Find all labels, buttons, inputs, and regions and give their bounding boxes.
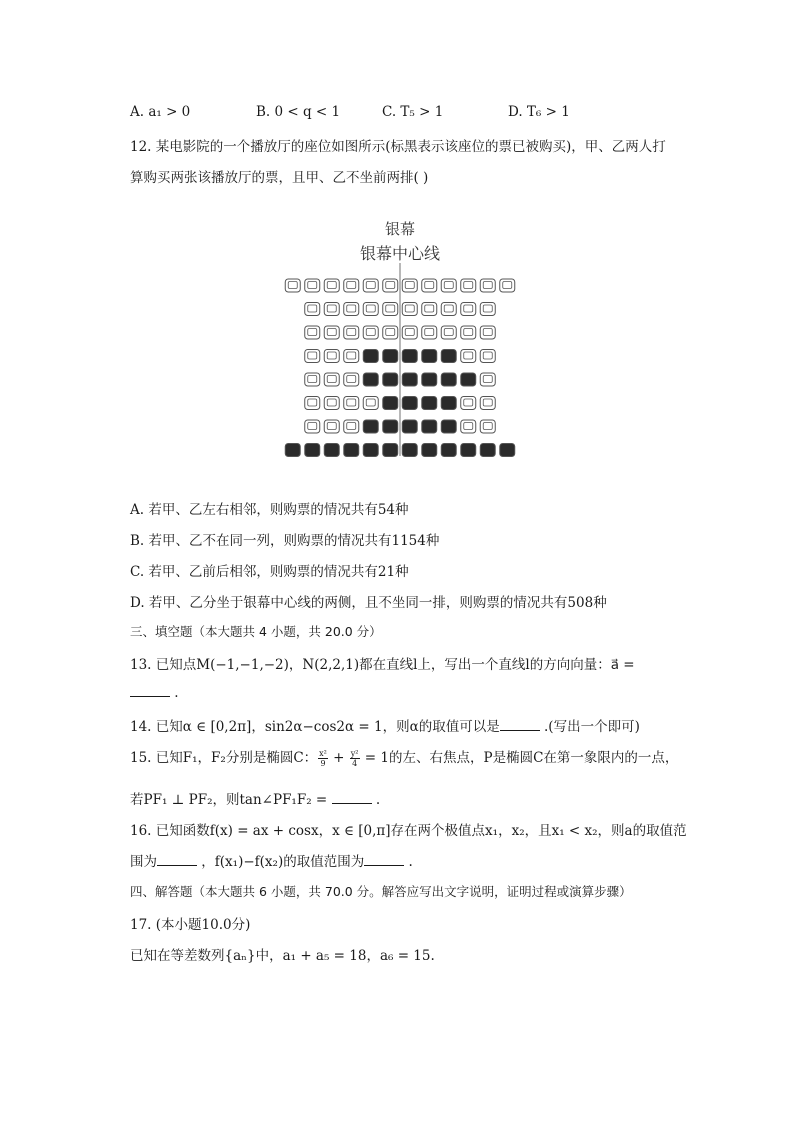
- seat-available: [441, 326, 456, 339]
- seat-available: [324, 303, 339, 316]
- seat-sold: [461, 373, 476, 386]
- q15-frac-y-bot: 4: [352, 759, 358, 768]
- seat-available: [480, 279, 495, 292]
- seat-grid: [250, 215, 550, 460]
- seat-available: [402, 303, 417, 316]
- seat-available: [344, 350, 359, 363]
- q14-line: [130, 715, 640, 735]
- seat-sold: [441, 444, 456, 457]
- seat-available: [324, 373, 339, 386]
- q15-line1: [130, 746, 678, 768]
- seat-sold: [305, 444, 320, 457]
- seat-available: [461, 397, 476, 410]
- q11-option-c: C. T₅ > 1: [382, 104, 444, 120]
- seat-available: [305, 420, 320, 433]
- seat-available: [383, 303, 398, 316]
- seat-available: [383, 326, 398, 339]
- q15-frac-x-bot: 9: [320, 759, 326, 768]
- seat-sold: [383, 444, 398, 457]
- seat-available: [480, 326, 495, 339]
- section-4-heading: 四、解答题（本大题共 6 小题，共 70.0 分。解答应写出文字说明，证明过程或演算步骤）: [130, 884, 632, 899]
- q15-frac-x: [318, 749, 328, 768]
- seat-available: [324, 279, 339, 292]
- q15-blank: [332, 791, 372, 804]
- seat-available: [402, 326, 417, 339]
- q11-option-a: A. a₁ > 0: [130, 104, 191, 120]
- q16-tail: .: [404, 854, 413, 870]
- seat-sold: [422, 350, 437, 363]
- q12-stem-line2: 算购买两张该播放厅的票，且甲、乙不坐前两排( ): [130, 170, 429, 186]
- q13-tail: .: [170, 685, 179, 701]
- seat-available: [285, 279, 300, 292]
- q17-body: 已知在等差数列{aₙ}中，a₁ + a₅ = 18，a₆ = 15.: [130, 948, 435, 964]
- q14-blank: [500, 718, 540, 731]
- seat-sold: [441, 397, 456, 410]
- q15-frac-y: [350, 749, 360, 768]
- seat-available: [422, 303, 437, 316]
- seat-available: [305, 303, 320, 316]
- q11-option-d: D. T₆ > 1: [508, 104, 570, 120]
- q13-answer-line: [130, 684, 179, 701]
- q15-post: = 1的左、右焦点，P是椭圆C在第一象限内的一点，: [360, 750, 679, 766]
- seat-available: [363, 303, 378, 316]
- seat-sold: [344, 444, 359, 457]
- seat-available: [305, 373, 320, 386]
- seat-available: [422, 279, 437, 292]
- seat-sold: [363, 444, 378, 457]
- seat-available: [305, 397, 320, 410]
- screen-label: 银幕: [384, 220, 415, 238]
- seat-available: [344, 397, 359, 410]
- q15-tail: .: [371, 792, 381, 808]
- seat-available: [441, 303, 456, 316]
- seat-sold: [422, 420, 437, 433]
- seat-sold: [480, 444, 495, 457]
- seat-sold: [461, 444, 476, 457]
- seat-available: [480, 373, 495, 386]
- seat-sold: [363, 373, 378, 386]
- seat-sold: [441, 350, 456, 363]
- q16-middle: ，f(x₁)−f(x₂)的取值范围为: [197, 854, 365, 870]
- q15-plus: +: [328, 750, 349, 766]
- q12-option-b: B. 若甲、乙不在同一列，则购票的情况共有1154种: [130, 533, 440, 549]
- seat-available: [441, 279, 456, 292]
- seat-sold: [402, 420, 417, 433]
- seat-available: [480, 420, 495, 433]
- seat-sold: [500, 444, 515, 457]
- q15-condition: 若PF₁ ⊥ PF₂，则tan∠PF₁F₂ =: [130, 792, 332, 808]
- q11-option-b: B. 0 < q < 1: [256, 104, 341, 120]
- seat-sold: [422, 397, 437, 410]
- seat-sold: [441, 420, 456, 433]
- seat-sold: [441, 373, 456, 386]
- seat-sold: [402, 350, 417, 363]
- seat-available: [324, 397, 339, 410]
- seat-available: [461, 303, 476, 316]
- seat-available: [383, 279, 398, 292]
- q15-frac-x-top: x²: [319, 749, 327, 758]
- seat-available: [363, 397, 378, 410]
- seat-available: [480, 303, 495, 316]
- seating-chart-figure: [250, 215, 550, 460]
- q16-line1: 16. 已知函数f(x) = ax + cosx，x ∈ [0,π]存在两个极值点x₁，x₂，且x₁ < x₂，则a的取值范: [130, 823, 687, 839]
- seat-available: [480, 397, 495, 410]
- q13-blank: [130, 684, 170, 697]
- seat-available: [402, 279, 417, 292]
- q15-pre: 15. 已知F₁，F₂分别是椭圆C：: [130, 750, 318, 766]
- q14-stem: 14. 已知α ∈ [0,2π]，sin2α−cos2α = 1，则α的取值可以是: [130, 719, 500, 735]
- seat-available: [363, 279, 378, 292]
- seat-available: [461, 350, 476, 363]
- seat-available: [305, 350, 320, 363]
- seat-available: [344, 279, 359, 292]
- q15-frac-y-top: y²: [350, 749, 359, 758]
- seat-available: [500, 279, 515, 292]
- seat-available: [344, 326, 359, 339]
- seat-sold: [363, 420, 378, 433]
- seat-available: [305, 326, 320, 339]
- q16-range-label: 围为: [130, 854, 157, 870]
- q13-stem: 13. 已知点M(−1,−1,−2)，N(2,2,1)都在直线l上，写出一个直线l的方向向量：a⃗ =: [130, 657, 635, 673]
- seat-sold: [383, 350, 398, 363]
- seat-available: [363, 326, 378, 339]
- q16-blank-1: [157, 853, 197, 866]
- seat-sold: [422, 373, 437, 386]
- seat-sold: [402, 373, 417, 386]
- seat-sold: [402, 444, 417, 457]
- q12-option-c: C. 若甲、乙前后相邻，则购票的情况共有21种: [130, 564, 409, 580]
- q12-option-a: A. 若甲、乙左右相邻，则购票的情况共有54种: [130, 502, 409, 518]
- seat-available: [344, 420, 359, 433]
- section-3-heading: 三、填空题（本大题共 4 小题，共 20.0 分）: [130, 624, 382, 639]
- seat-sold: [383, 373, 398, 386]
- seat-available: [305, 279, 320, 292]
- seat-available: [324, 420, 339, 433]
- centerline-label: 银幕中心线: [359, 244, 440, 263]
- q16-blank-2: [364, 853, 404, 866]
- seat-available: [461, 279, 476, 292]
- q14-tail: .(写出一个即可): [539, 719, 640, 735]
- seat-available: [422, 326, 437, 339]
- seat-sold: [402, 397, 417, 410]
- seat-available: [461, 420, 476, 433]
- q12-option-d: D. 若甲、乙分坐于银幕中心线的两侧，且不坐同一排，则购票的情况共有508种: [130, 595, 607, 611]
- seat-available: [324, 326, 339, 339]
- seat-sold: [324, 444, 339, 457]
- seat-available: [344, 373, 359, 386]
- seat-available: [324, 350, 339, 363]
- seat-available: [344, 303, 359, 316]
- q16-line2: [130, 850, 413, 870]
- seat-sold: [422, 444, 437, 457]
- seat-sold: [383, 397, 398, 410]
- seat-sold: [363, 350, 378, 363]
- q12-stem-line1: 12. 某电影院的一个播放厅的座位如图所示(标黑表示该座位的票已被购买)，甲、乙两人打: [130, 139, 666, 155]
- seat-sold: [285, 444, 300, 457]
- seat-available: [461, 326, 476, 339]
- seat-available: [480, 350, 495, 363]
- seat-sold: [383, 420, 398, 433]
- q17-header: 17. (本小题10.0分): [130, 917, 251, 933]
- q15-line2: [130, 788, 380, 808]
